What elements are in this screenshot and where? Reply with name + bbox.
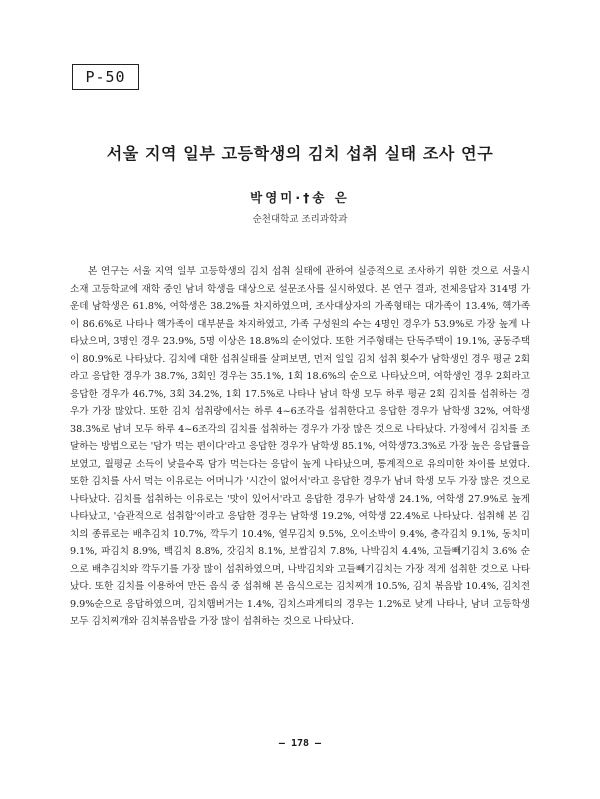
affiliation: 순천대학교 조리과학과 xyxy=(252,214,348,225)
poster-number-badge: P-50 xyxy=(72,64,139,90)
authors: 박영미·†송 은 xyxy=(250,190,350,205)
abstract-paragraph: 본 연구는 서울 지역 일부 고등학생의 김치 섭취 실태에 관하여 실증적으로 조사하기 위한 것으로 서울시 소재 고등학교에 재학 중인 남녀 학생을 대상으로 설문조사를 실시하였다. 본 연구 결과, 전체응답자 314명 가운데 남학생은 61.8%, 여학생은 38.2%를 차지하였으며, 조사대상자의 가족형태는 대가족이 13.4%, 핵가족이 86.6%로 나타나 핵가족이 대부분을 차지하였고, 가족 구성원의 수는 4명인 경우가 53.9%로 가장 높게 나타났으며, 3명인 경우 23.9%, 5명 이상은 18.8%의 순이었다. 또한 거주형태는 단독주택이 19.1%, 공동주택이 80.9%로 나타났다. 김치에 대한 섭취실태를 살펴보면, 먼저 일일 김치 섭취 횟수가 남학생인 경우 평균 2회라고 응답한 경우가 38.7%, 3회인 경우는 35.1%, 1회 18.6%의 순으로 나타났으며, 여학생인 경우 2회라고 응답한 경우가 46.7%, 3회 34.2%, 1회 17.5%로 나타나 남녀 학생 모두 하루 평균 2회 김치를 섭취하는 경우가 가장 많았다. 또한 김치 섭취량에서는 하루 4~6조각을 섭취한다고 응답한 경우가 남학생 32%, 여학생 38.3%로 남녀 모두 하루 4~6조각의 김치를 섭취하는 경우가 가장 많은 것으로 나타났다. 가정에서 김치를 조달하는 방법으로는 '담가 먹는 편이다'라고 응답한 경우가 남학생 85.1%, 여학생73.3%로 가장 높은 응답률을 보였고, 월평균 소득이 낮을수록 담가 먹는다는 응답이 높게 나타났으며, 통계적으로 유의미한 차이를 보였다. 또한 김치를 사서 먹는 이유로는 어머니가 '시간이 없어서'라고 응답한 경우가 남녀 학생 모두 가장 많은 것으로 나타났다. 김치를 섭취하는 이유로는 '맛이 있어서'라고 응답한 경우가 남학생 24.1%, 여학생 27.9%로 높게 나타났고, '습관적으로 섭취함'이라고 응답한 경우는 남학생 19.2%, 여학생 22.4%로 나타났다. 섭취해 본 김치의 종류로는 배추김치 10.7%, 깍두기 10.4%, 열무김치 9.5%, 오이소박이 9.4%, 총각김치 9.1%, 동치미 9.1%, 파김치 8.9%, 백김치 8.8%, 갓김치 8.1%, 보쌈김치 7.8%, 나박김치 4.4%, 고들빼기김치 3.6% 순으로 배추김치와 깍두기를 가장 많이 섭취하였으며, 나박김치와 고들빼기김치는 가장 적게 섭취한 것으로 나타났다. 또한 김치를 이용하여 만든 음식 중 섭취해 본 음식으로는 김치찌개 10.5%, 김치 볶음밥 10.4%, 김치전 9.9%순으로 응답하였으며, 김치햄버거는 1.4%, 김치스파게티의 경우는 1.2%로 낮게 나타나, 남녀 고등학생 모두 김치찌개와 김치볶음밥을 가장 많이 섭취하는 것으로 나타났다. xyxy=(70,266,530,627)
page-number: – 178 – xyxy=(278,738,322,749)
paper-title: 서울 지역 일부 고등학생의 김치 섭취 실태 조사 연구 xyxy=(106,144,494,163)
abstract-body xyxy=(70,263,530,631)
